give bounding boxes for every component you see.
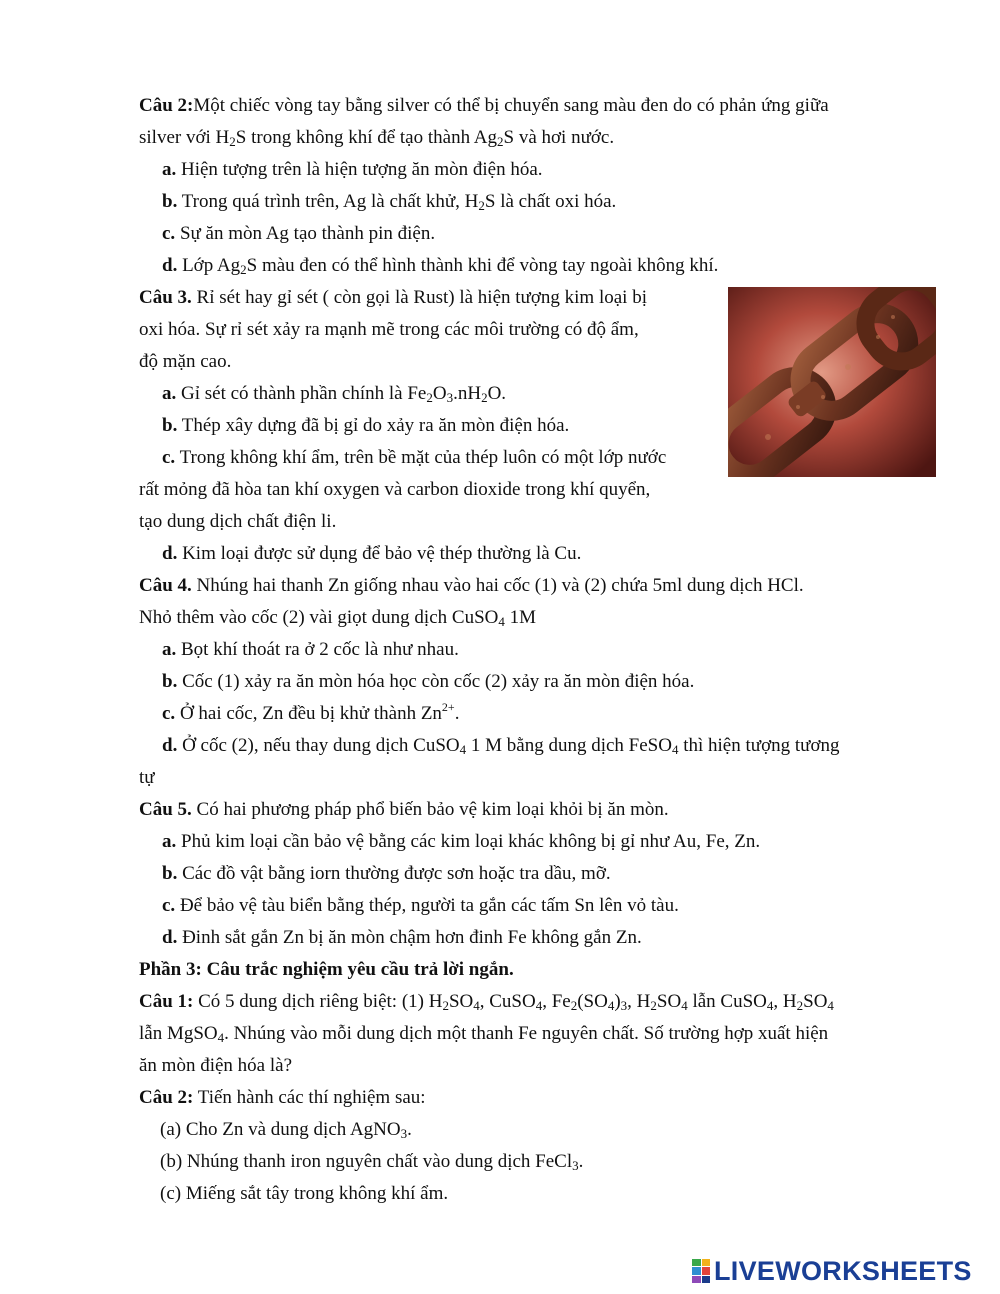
q4-option-a: a. Bọt khí thoát ra ở 2 cốc là như nhau. <box>162 639 459 660</box>
q4-option-d-line-2: tự <box>139 767 155 788</box>
chain-icon <box>728 287 936 477</box>
q5-option-a: a. Phủ kim loại cần bảo vệ bằng các kim loại khác không bị gỉ như Au, Fe, Zn. <box>162 831 761 852</box>
logo-mark-icon <box>692 1259 710 1283</box>
q5-option-d: d. Đinh sắt gắn Zn bị ăn mòn chậm hơn đinh Fe không gắn Zn. <box>162 927 642 948</box>
q4-option-b: b. Cốc (1) xảy ra ăn mòn hóa học còn cốc (2) xảy ra ăn mòn điện hóa. <box>162 671 695 692</box>
rusty-chain-photo <box>728 287 936 477</box>
q5-option-c: c. Để bảo vệ tàu biển bằng thép, người ta gắn các tấm Sn lên vỏ tàu. <box>162 895 679 916</box>
q5-line-1: Câu 5. Có hai phương pháp phổ biến bảo vệ kim loại khỏi bị ăn mòn. <box>139 799 669 820</box>
q2-line-1: Câu 2:Một chiếc vòng tay bằng silver có thể bị chuyển sang màu đen do có phản ứng giữa <box>139 95 829 116</box>
q4-option-d: d. Ở cốc (2), nếu thay dung dịch CuSO$_4$ 1 M bằng dung dịch FeSO$_4$ thì hiện tượng tương <box>162 735 840 757</box>
liveworksheets-logo <box>692 1256 972 1286</box>
q4-line-1: Câu 4. Nhúng hai thanh Zn giống nhau vào hai cốc (1) và (2) chứa 5ml dung dịch HCl. <box>139 575 804 596</box>
q2-option-d: d. Lớp $Ag_2S$ màu đen có thể hình thành khi để vòng tay ngoài không khí. <box>162 255 719 277</box>
q5-option-b: b. Các đồ vật bằng iorn thường được sơn hoặc tra dầu, mỡ. <box>162 863 611 884</box>
p3-q2-exp-b: (b) Nhúng thanh iron nguyên chất vào dung dịch FeCl$_3$. <box>160 1151 584 1173</box>
p3-q1-line-3: ăn mòn điện hóa là? <box>139 1055 293 1076</box>
q4-line-2: Nhỏ thêm vào cốc (2) vài giọt dung dịch CuSO$_4$ 1M <box>139 607 537 629</box>
p3-q2-line-1: Câu 2: Tiến hành các thí nghiệm sau: <box>139 1087 426 1108</box>
q3-option-c-line-3: tạo dung dịch chất điện li. <box>139 511 337 532</box>
q3-line-2: oxi hóa. Sự rỉ sét xảy ra mạnh mẽ trong các môi trường có độ ẩm, <box>139 319 639 340</box>
p3-q1-line-1: Câu 1: Có 5 dung dịch riêng biệt: (1) $H_2SO_4$, CuSO$_4$, $Fe_2(SO_4)_3$, $H_2SO_4$ lẫn CuSO$_4$, $H_2SO_4$ <box>139 991 834 1013</box>
q2-option-c: c. Sự ăn mòn Ag tạo thành pin điện. <box>162 223 436 244</box>
p3-q1-line-2: lẫn MgSO$_4$. Nhúng vào mỗi dung dịch một thanh Fe nguyên chất. Số trường hợp xuất hiện <box>139 1023 829 1045</box>
q3-option-a: a. Gỉ sét có thành phần chính là $Fe_2O_3.nH_2O$. <box>162 383 507 405</box>
logo-text: LIVEWORKSHEETS <box>714 1255 972 1286</box>
p3-q2-exp-c: (c) Miếng sắt tây trong không khí ẩm. <box>160 1183 449 1204</box>
q3-line-1: Câu 3. Rỉ sét hay gỉ sét ( còn gọi là Rust) là hiện tượng kim loại bị <box>139 287 647 308</box>
q4-option-c: c. Ở hai cốc, Zn đều bị khử thành $Zn^{2+}$. <box>162 700 460 724</box>
part3-heading: Phần 3: Câu trắc nghiệm yêu cầu trả lời ngắn. <box>139 959 514 980</box>
q2-line-2: silver với $H_2S$ trong không khí để tạo thành $Ag_2S$ và hơi nước. <box>139 127 615 149</box>
q3-option-c-line-2: rất mỏng đã hòa tan khí oxygen và carbon dioxide trong khí quyển, <box>139 479 651 500</box>
q3-option-b: b. Thép xây dựng đã bị gỉ do xảy ra ăn mòn điện hóa. <box>162 415 570 436</box>
q2-option-a: a. Hiện tượng trên là hiện tượng ăn mòn điện hóa. <box>162 159 543 180</box>
q2-option-b: b. Trong quá trình trên, Ag là chất khử, $H_2S$ là chất oxi hóa. <box>162 191 617 213</box>
q3-option-d: d. Kim loại được sử dụng để bảo vệ thép thường là Cu. <box>162 543 582 564</box>
p3-q2-exp-a: (a) Cho Zn và dung dịch AgNO$_3$. <box>160 1119 412 1141</box>
q3-option-c: c. Trong không khí ẩm, trên bề mặt của thép luôn có một lớp nước <box>162 447 667 468</box>
q3-line-3: độ mặn cao. <box>139 351 232 372</box>
